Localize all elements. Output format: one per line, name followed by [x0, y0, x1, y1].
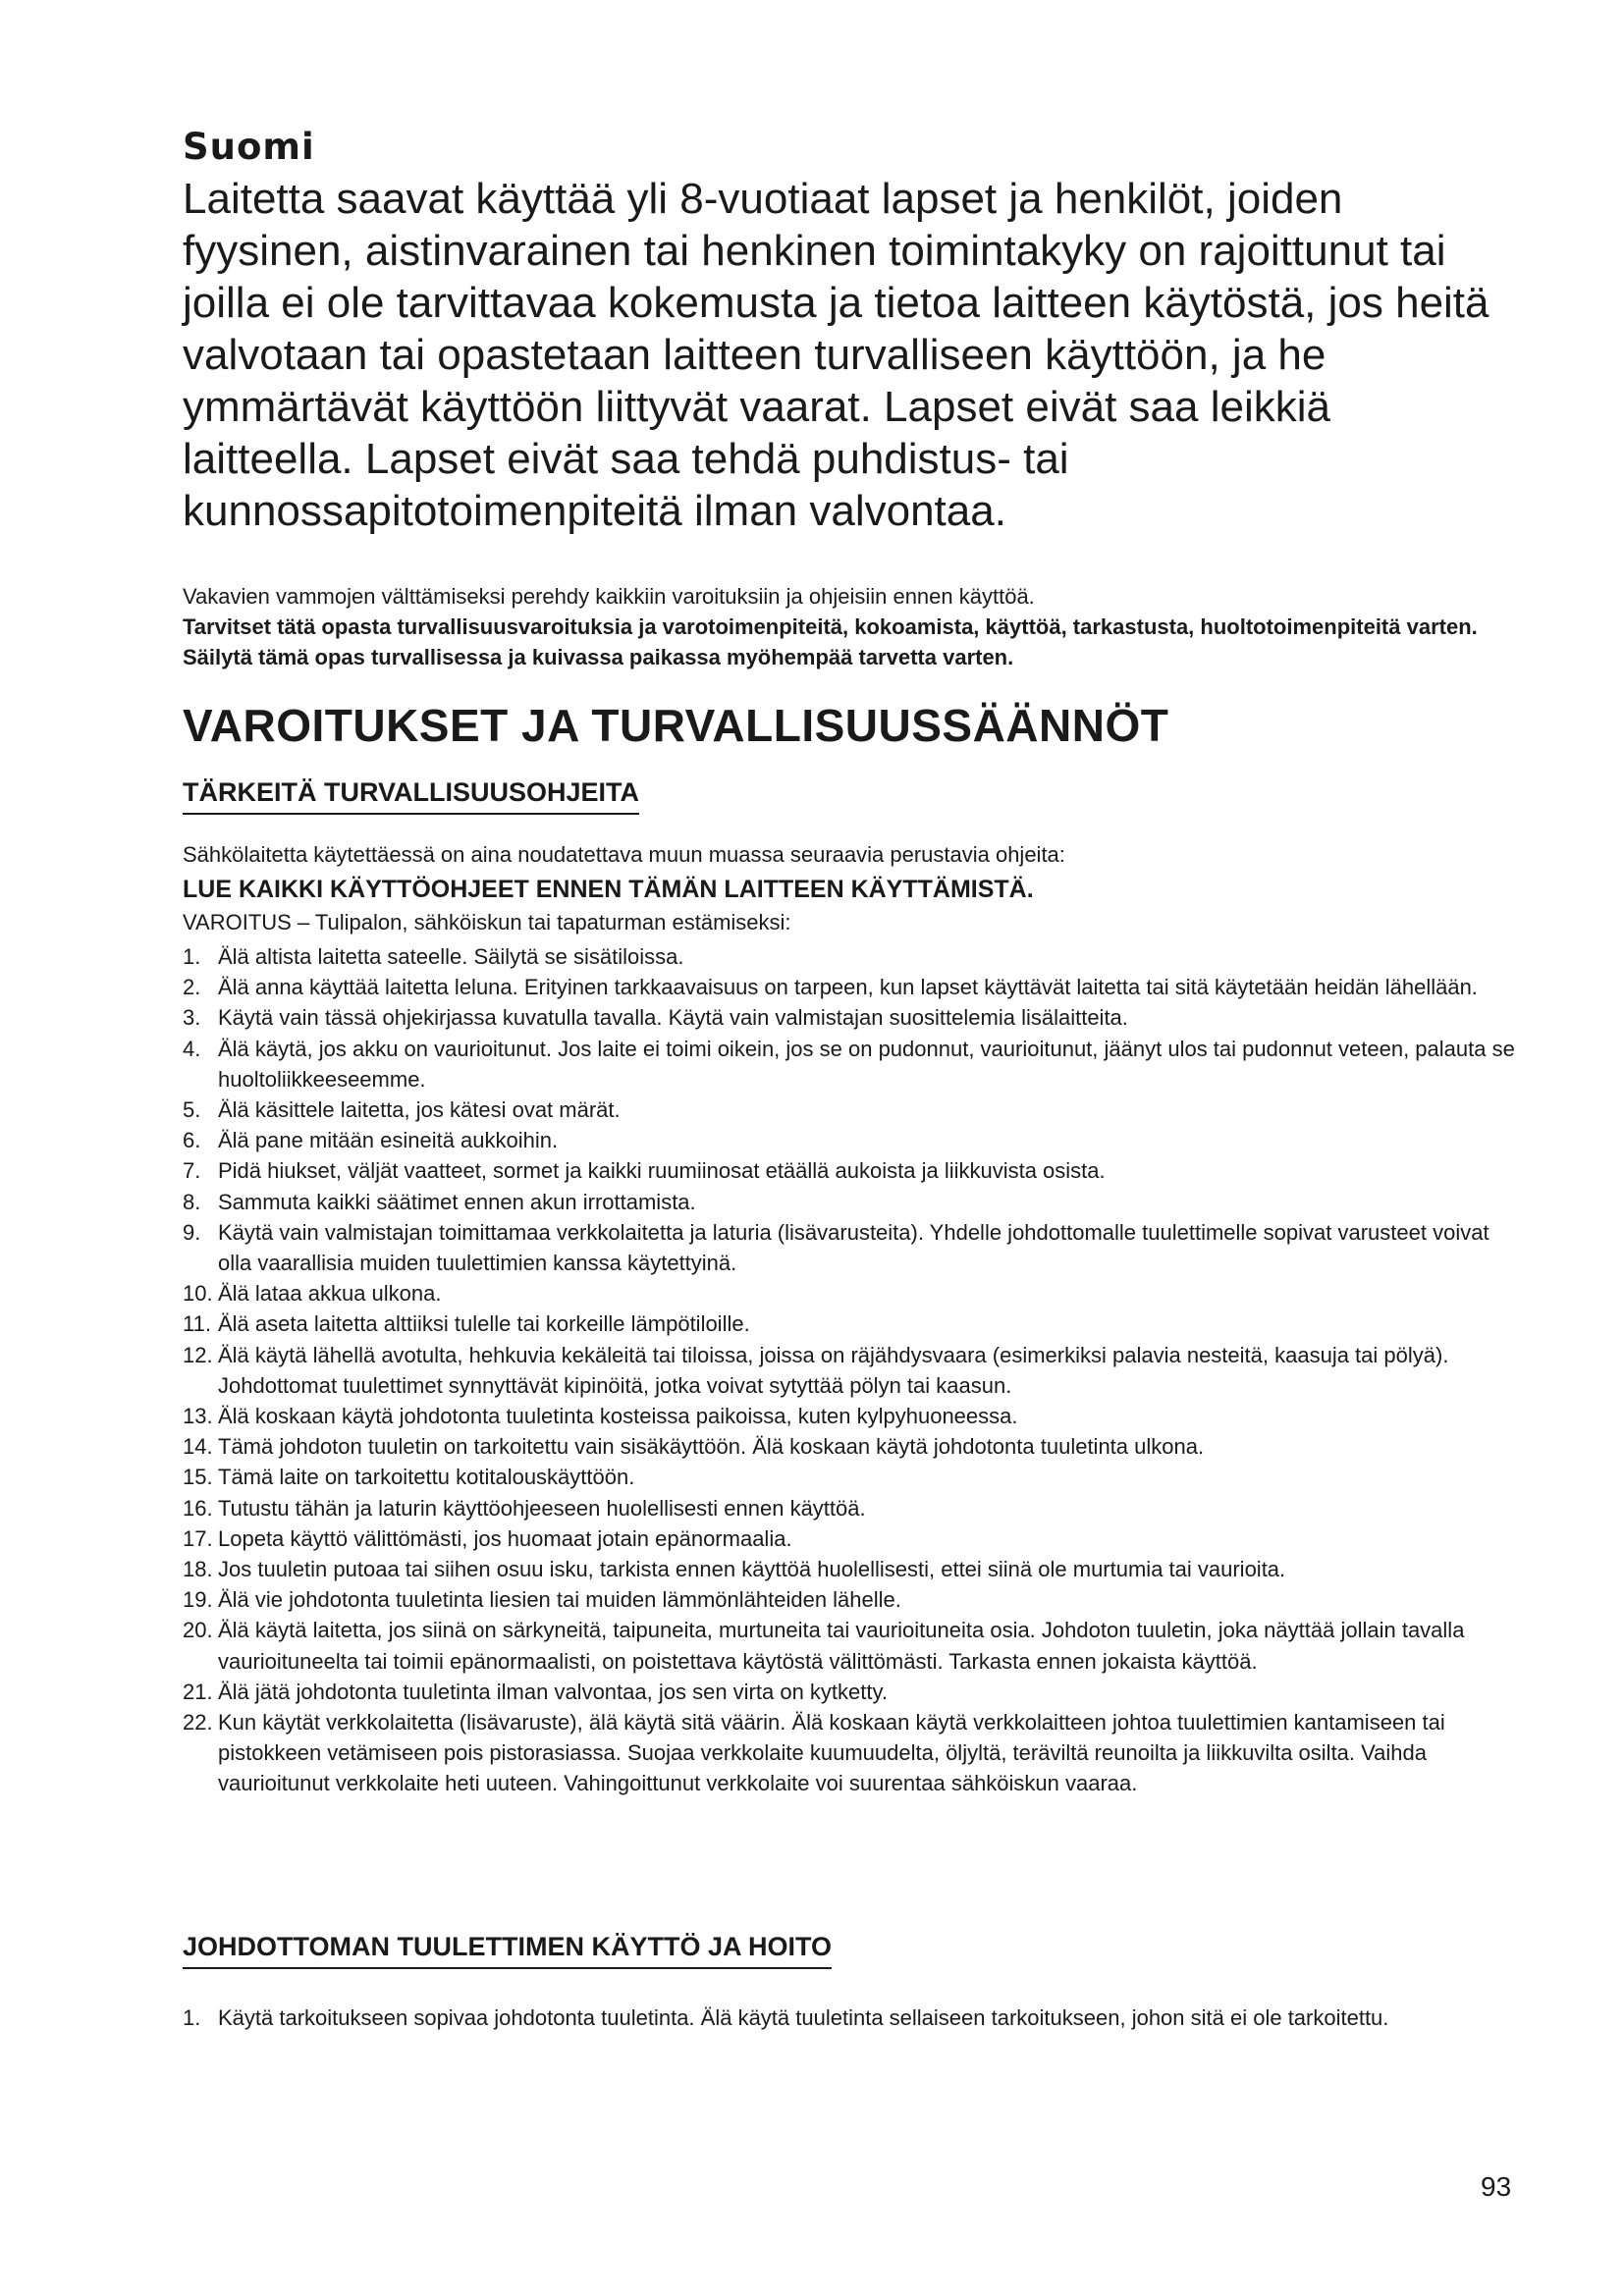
list-item — [183, 1615, 1518, 1676]
list-item — [183, 1002, 1518, 1033]
item-text: Älä lataa akkua ulkona. — [218, 1281, 442, 1307]
list-item — [183, 1677, 1518, 1707]
item-number: 8. — [183, 1189, 201, 1214]
item-number: 12. — [183, 1342, 213, 1367]
item-number: 19. — [183, 1587, 213, 1613]
item-text: Tämä laite on tarkoitettu kotitalouskäyttöön. — [218, 1465, 635, 1490]
item-number: 9. — [183, 1219, 201, 1245]
read-all-instructions: LUE KAIKKI KÄYTTÖOHJEET ENNEN TÄMÄN LAITTEEN KÄYTTÄMISTÄ. — [183, 876, 1034, 903]
item-number: 16. — [183, 1495, 213, 1521]
item-number: 2. — [183, 975, 201, 1000]
item-number: 11. — [183, 1311, 211, 1337]
item-number: 14. — [183, 1434, 213, 1460]
item-text: Käytä vain valmistajan toimittamaa verkkolaitetta ja laturia (lisävarusteita). Yhdelle johdottomalle tuulettimelle sopivat varusteet voivat olla vaarallisia muiden tuulettimien kanssa käytettyinä. — [218, 1219, 1489, 1276]
list-item — [183, 1462, 1518, 1492]
list-item — [183, 972, 1518, 1002]
warning-line: VAROITUS – Tulipalon, sähköiskun tai tapaturman estämiseksi: — [183, 910, 791, 934]
item-number: 18. — [183, 1557, 213, 1582]
item-text: Sammuta kaikki säätimet ennen akun irrottamista. — [218, 1189, 696, 1214]
list-item — [183, 1155, 1518, 1186]
intro-paragraph: Laitetta saavat käyttää yli 8-vuotiaat lapset ja henkilöt, joiden fyysinen, aistinvarainen tai henkinen toimintakyky on rajoittunut tai joilla ei ole tarvittavaa kokemusta ja tietoa laitteen käytöstä, jos heitä valvotaan tai opastetaan laitteen turvalliseen käyttöön, ja he ymmärtävät käyttöön liittyvät vaarat. Lapset eivät saa leikkiä laitteella. Lapset eivät saa tehdä puhdistus- tai kunnossapitotoimenpiteitä ilman valvontaa. — [183, 175, 1489, 535]
item-number: 20. — [183, 1618, 213, 1643]
language-label: Suomi — [183, 126, 315, 168]
list-item — [183, 1707, 1518, 1799]
basic-instructions: Sähkölaitetta käytettäessä on aina noudatettava muun muassa seuraavia perustavia ohjeita: — [183, 842, 1065, 867]
item-text: Käytä vain tässä ohjekirjassa kuvatulla tavalla. Käytä vain valmistajan suosittelemia lisälaitteita. — [218, 1005, 1128, 1031]
item-number: 13. — [183, 1404, 213, 1429]
list-item — [183, 1308, 1518, 1339]
safety-note-bold: Tarvitset tätä opasta turvallisuusvaroituksia ja varotoimenpiteitä, kokoamista, käyttöä, tarkastusta, huoltotoimenpiteitä varten. Säilytä tämä opas turvallisessa ja kuivassa paikassa myöhempää tarvetta varten. — [183, 614, 1478, 669]
item-text: Käytä tarkoitukseen sopivaa johdotonta tuuletinta. Älä käytä tuuletinta sellaiseen tarkoitukseen, johon sitä ei ole tarkoitettu. — [218, 2005, 1389, 2030]
use-and-care-list — [183, 2002, 1518, 2033]
safety-note — [183, 581, 1518, 672]
list-item — [183, 1340, 1518, 1401]
safety-note-plain: Vakavien vammojen välttämiseksi perehdy kaikkiin varoituksiin ja ohjeisiin ennen käyttöä. — [183, 584, 1035, 609]
item-text: Kun käytät verkkolaitetta (lisävaruste), älä käytä sitä väärin. Älä koskaan käytä verkkolaitteen johtoa tuulettimien kantamiseen tai pistokkeen vetämiseen pois pistorasiassa. Suojaa verkkolaite kuumuudelta, öljyltä, teräviltä reunoilta ja liikkuvilta osilta. Vaihda vaurioitunut verkkolaite heti uuteen. Vahingoittunut verkkolaite voi suurentaa sähköiskun vaaraa. — [218, 1710, 1445, 1796]
list-item — [183, 1401, 1518, 1431]
item-number: 17. — [183, 1525, 213, 1551]
item-number: 7. — [183, 1158, 201, 1184]
item-number: 1. — [183, 944, 201, 969]
section-heading-safety: TÄRKEITÄ TURVALLISUUSOHJEITA — [183, 777, 639, 815]
item-text: Älä anna käyttää laitetta leluna. Erityinen tarkkaavaisuus on tarpeen, kun lapset käyttävät laitetta tai sitä käytetään heidän lähellään. — [218, 975, 1478, 1000]
item-text: Älä altista laitetta sateelle. Säilytä se sisätiloissa. — [218, 944, 684, 969]
list-item — [183, 1187, 1518, 1217]
item-text: Lopeta käyttö välittömästi, jos huomaat jotain epänormaalia. — [218, 1525, 792, 1551]
item-number: 10. — [183, 1281, 213, 1307]
list-item — [183, 1217, 1518, 1278]
list-item — [183, 1278, 1518, 1308]
item-number: 15. — [183, 1465, 213, 1490]
item-text: Älä jätä johdotonta tuuletinta ilman valvontaa, jos sen virta on kytketty. — [218, 1679, 888, 1704]
item-number: 22. — [183, 1710, 213, 1735]
item-number: 5. — [183, 1097, 201, 1123]
list-item — [183, 1493, 1518, 1523]
item-text: Älä käytä lähellä avotulta, hehkuvia kekäleitä tai tiloissa, joissa on räjähdysvaara (esimerkiksi palavia nesteitä, kaasuja tai pölyä). Johdottomat tuulettimet synnyttävät kipinöitä, jotka voivat sytyttää pölyn tai kaasun. — [218, 1342, 1449, 1398]
list-item — [183, 1431, 1518, 1462]
list-item — [183, 1584, 1518, 1615]
item-text: Tämä johdoton tuuletin on tarkoitettu vain sisäkäyttöön. Älä koskaan käytä johdotonta tuuletinta ulkona. — [218, 1434, 1205, 1460]
list-item — [183, 1125, 1518, 1155]
list-item — [183, 1523, 1518, 1554]
item-number: 4. — [183, 1036, 201, 1061]
list-item — [183, 941, 1518, 972]
item-text: Älä koskaan käytä johdotonta tuuletinta kosteissa paikoissa, kuten kylpyhuoneessa. — [218, 1404, 1018, 1429]
list-item — [183, 1554, 1518, 1584]
item-number: 6. — [183, 1128, 201, 1153]
item-text: Pidä hiukset, väljät vaatteet, sormet ja kaikki ruumiinosat etäällä aukoista ja liikkuvista osista. — [218, 1158, 1106, 1184]
item-number: 21. — [183, 1679, 213, 1704]
main-heading: VAROITUKSET JA TURVALLISUUSSÄÄNNÖT — [183, 700, 1169, 751]
safety-rules-list — [183, 941, 1518, 1799]
item-text: Älä pane mitään esineitä aukkoihin. — [218, 1128, 559, 1153]
item-text: Älä käsittele laitetta, jos kätesi ovat märät. — [218, 1097, 621, 1123]
item-number: 1. — [183, 2005, 201, 2030]
list-item — [183, 1095, 1518, 1125]
section-heading-use-and-care: JOHDOTTOMAN TUULETTIMEN KÄYTTÖ JA HOITO — [183, 1932, 832, 1969]
item-text: Älä käytä, jos akku on vaurioitunut. Jos laite ei toimi oikein, jos se on pudonnut, vaurioitunut, jäänyt ulos tai pudonnut veteen, palauta se huoltoliikkeeseemme. — [218, 1036, 1515, 1092]
list-item — [183, 1034, 1518, 1095]
item-text: Älä aseta laitetta alttiiksi tulelle tai korkeille lämpötiloille. — [218, 1311, 750, 1337]
page-number: 93 — [1481, 2171, 1512, 2202]
item-number: 3. — [183, 1005, 201, 1031]
item-text: Älä vie johdotonta tuuletinta liesien tai muiden lämmönlähteiden lähelle. — [218, 1587, 901, 1613]
item-text: Tutustu tähän ja laturin käyttöohjeeseen huolellisesti ennen käyttöä. — [218, 1495, 866, 1521]
item-text: Älä käytä laitetta, jos siinä on särkyneitä, taipuneita, murtuneita tai vaurioituneita osia. Johdoton tuuletin, joka näyttää jollain tavalla vaurioituneelta tai toimii epänormaalisti, on poistettava käytöstä välittömästi. Tarkasta ennen jokaista käyttöä. — [218, 1618, 1465, 1674]
item-text: Jos tuuletin putoaa tai siihen osuu isku, tarkista ennen käyttöä huolellisesti, ettei siinä ole murtumia tai vaurioita. — [218, 1557, 1286, 1582]
list-item — [183, 2002, 1518, 2033]
